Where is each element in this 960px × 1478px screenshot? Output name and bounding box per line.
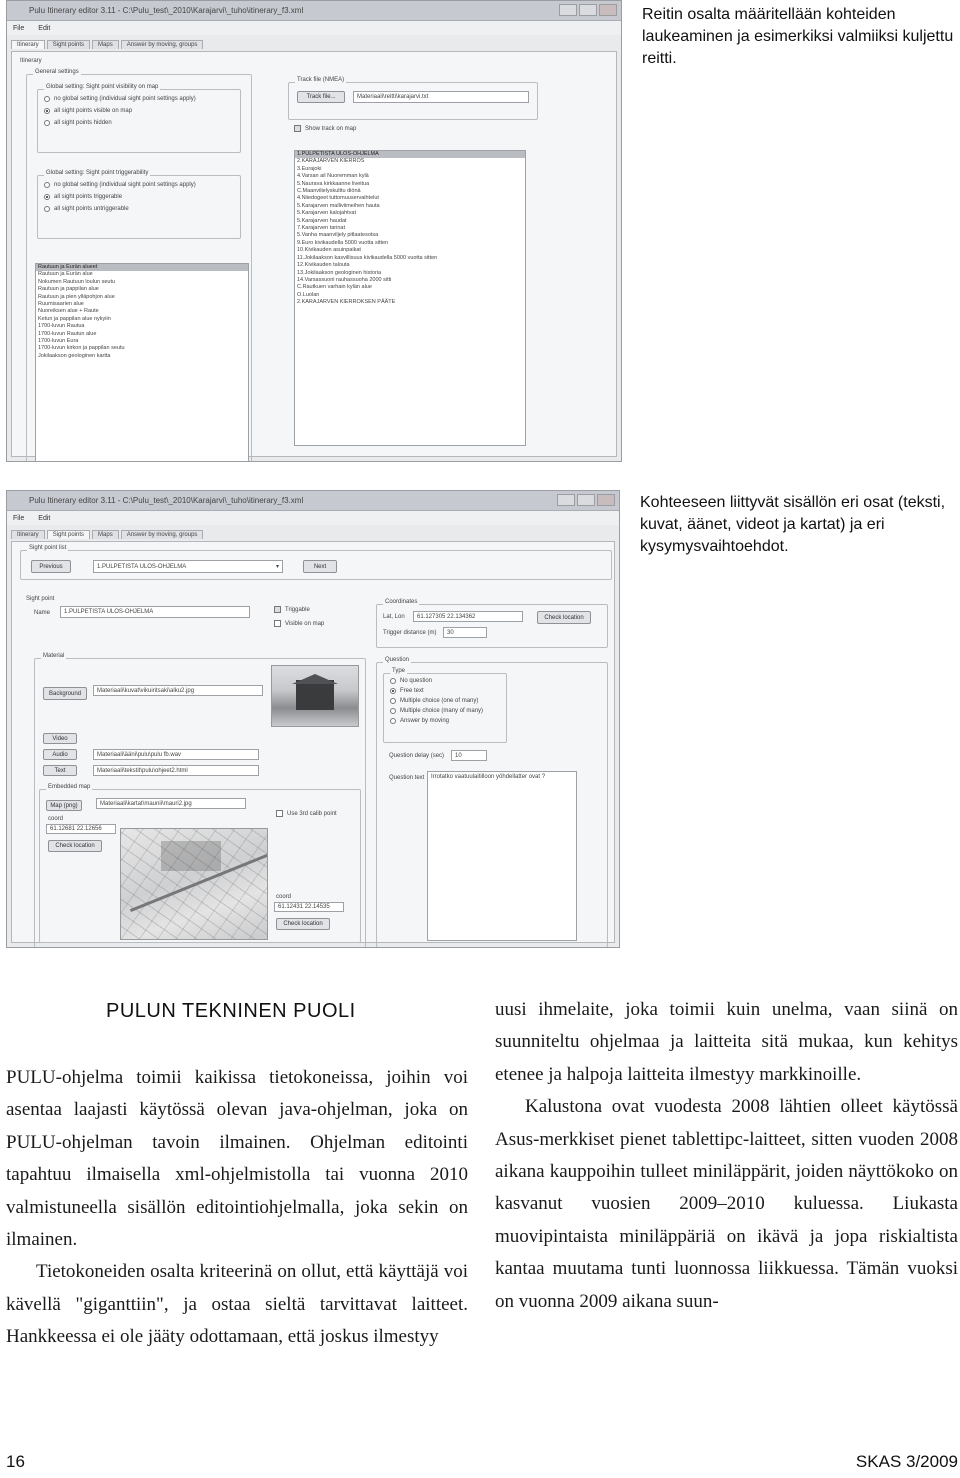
question-type-option[interactable]: Multiple choice (many of many) (390, 708, 506, 714)
list-item[interactable]: Nokumen Rautuun loulun seutu (38, 278, 116, 285)
sight-point-list-label: Sight point list (29, 545, 67, 551)
list-item[interactable]: 9.Euro kivikaudella 5000 vuotta sitten (297, 239, 389, 246)
tab-itinerary[interactable]: Itinerary (11, 40, 45, 49)
paragraph: Tietokoneiden osalta kriteerinä on ollut, että käyttäjä voi kävellä "giganttiin", ja ostaa sieltä tarvittavat laitteet. Hankkeessa ei ole jääty odottamaan, että joskus ilmestyy (6, 1261, 468, 1348)
list-item[interactable]: 2.KARAJARVEN KIERROS (297, 158, 365, 165)
paragraph: PULU-ohjelma toimii kaikissa tietokoneissa, joihin voi asentaa laajasti käytössä olevan java-ohjelman, joka on PULU-ohjelman tavoin ilmainen. Ohjelman editointi tapahtuu ilmaisella xml-ohjelmistolla tai vuonna 2010 valmistuneella sisällön editointiohjelmalla, joka sekin on ilmainen. (6, 1067, 468, 1251)
list-item[interactable]: Rautuun ja pappilan alue (38, 286, 99, 293)
visibility-option[interactable]: no global setting (individual sight point settings apply) (44, 96, 240, 102)
name-label: Name (34, 610, 51, 616)
list-item[interactable]: 5.Karajarven kalojahtvat (297, 210, 357, 217)
question-text-field[interactable]: Irrotatko vaatuulaitilloon yöhdellatter ovat ? (427, 771, 577, 941)
screenshot-sight-point-editor (6, 490, 620, 948)
trigger-distance-label: Trigger distance (m) (383, 630, 437, 636)
track-file-path[interactable]: Materiaali\reitti\karajarvi.txt (353, 91, 529, 103)
tab-strip (7, 35, 621, 49)
list-item[interactable]: 13.Jokilaakson geologinen historia (297, 269, 382, 276)
coord-label-2: coord (276, 894, 292, 900)
menu-bar (7, 511, 619, 525)
list-item[interactable]: 1700-luvun Eura (38, 338, 79, 345)
question-group (376, 657, 608, 948)
list-item[interactable]: 10.Kivikauden asuinpaikat (297, 247, 361, 254)
list-item[interactable]: 1700-luvun Rautua (38, 323, 85, 330)
list-item[interactable]: 7.Karajarven tarinat (297, 225, 345, 232)
list-item[interactable]: 1.PULPETISTA ULOS-OHJELMA (295, 151, 525, 158)
name-field[interactable]: 1.PULPETISTA ULOS-OHJELMA (60, 606, 250, 618)
sight-points-list[interactable] (294, 150, 526, 446)
section-heading: PULUN TEKNINEN PUOLI (106, 1000, 356, 1022)
list-item[interactable]: 14.Varsassuoni rauhassuoha 2000 sitti (297, 276, 392, 283)
tab-strip (7, 525, 619, 539)
caption-2: Kohteeseen liittyvät sisällön eri osat (teksti, kuvat, äänet, videot ja kartat) ja eri kysymysvaihtoehdot. (640, 494, 946, 555)
tab-sight-points[interactable]: Sight points (47, 530, 90, 539)
list-item[interactable]: Ruumisaarien alue (38, 301, 84, 308)
paragraph: uusi ihmelaite, joka toimii kuin unelma, vaan siinä on suunniteltu ohjelmaa ja laitteita sitä mukaa, kun kehitys etenee ja halpoja laitteita ilmestyy markkinoille. (495, 999, 958, 1085)
visible-on-map-checkbox[interactable]: Visible on map (274, 620, 324, 627)
visibility-option[interactable]: all sight points visible on map (44, 108, 240, 114)
trigger-option[interactable]: no global setting (individual sight point settings apply) (44, 182, 240, 188)
latlon-field[interactable]: 61.127305 22.134362 (413, 611, 523, 622)
tab-answer-by-moving[interactable]: Answer by moving, groups (121, 530, 204, 539)
sight-point-label: Sight point (26, 596, 55, 602)
question-delay-field[interactable]: 10 (451, 750, 487, 761)
menu-edit[interactable]: Edit (38, 24, 51, 32)
map-path-field[interactable]: Materiaali\kartat\maunii\mauri2.jpg (96, 798, 246, 809)
track-file-label: Track file (NMEA) (297, 77, 345, 83)
material-label: Material (43, 653, 65, 659)
track-file-button[interactable]: Track file... (297, 91, 345, 103)
list-item[interactable]: C.Maanvilielyskulttu diönä (297, 188, 361, 195)
menu-edit[interactable]: Edit (38, 514, 51, 522)
itinerary-label: Itinerary (20, 58, 42, 64)
menu-file[interactable]: File (13, 24, 25, 32)
maximize-button[interactable] (577, 494, 595, 506)
trigger-label: Global setting: Sight point triggerability (46, 170, 149, 176)
question-type-option[interactable]: Multiple choice (one of many) (390, 698, 506, 704)
question-type-option[interactable]: Answer by moving (390, 718, 506, 724)
list-item[interactable]: 5.Vanha maanviljely pitlaatesotsa (297, 232, 379, 239)
next-button[interactable]: Next (303, 560, 337, 573)
text-button[interactable]: Text (43, 765, 77, 776)
general-settings-group (26, 69, 252, 462)
list-item[interactable]: 5.Karajarven malliviimeihen hauta (297, 202, 380, 209)
coordinates-label: Coordinates (385, 599, 418, 605)
window-titlebar (7, 1, 621, 21)
question-delay-label: Question delay (sec) (389, 753, 445, 759)
map-button[interactable]: Map (png) (46, 800, 82, 811)
list-item[interactable]: Rautuun ja pien ylläpohjon alue (38, 293, 115, 300)
coord2-field[interactable]: 61.12431 22.14535 (274, 902, 344, 912)
minimize-button[interactable] (559, 4, 577, 16)
track-file-group (288, 77, 538, 120)
close-button[interactable] (599, 4, 617, 16)
menu-file[interactable]: File (13, 514, 25, 522)
window-controls (559, 4, 617, 16)
embedded-map-preview (120, 828, 268, 940)
sight-point-panel (11, 541, 615, 943)
list-item[interactable]: C.Rautkuen varhain kylän alue (297, 284, 372, 291)
general-settings-label: General settings (35, 69, 79, 75)
check-location-button-2[interactable]: Check location (276, 918, 330, 930)
close-button[interactable] (597, 494, 615, 506)
question-label: Question (385, 657, 410, 663)
coord1-field[interactable]: 61.12681 22.12656 (46, 824, 116, 834)
question-type-option[interactable]: No question (390, 678, 506, 684)
list-item[interactable]: 11.Jokilaakson kasvillisuus kivikaudella 5000 vuotta sitten (297, 254, 438, 261)
question-type-group (383, 668, 507, 743)
sight-point-list-group (20, 545, 612, 580)
maximize-button[interactable] (579, 4, 597, 16)
list-item[interactable]: 4.Niiedogeet tuttomuuservaihtelut (297, 195, 379, 202)
background-button[interactable]: Background (43, 687, 87, 700)
paragraph: Kalustona ovat vuodesta 2008 lähtien olleet käytössä Asus-merkkiset pienet tablettipc-laitteet, sitten vuoden 2008 aikana kauppoihin tulleet miniläppärit, joiden näyttökoko on kasvanut vuosien 2009–2010 kuluessa. Liukasta muovipintaista miniläppäriä on ikävä ja jopa riskialtista kantaa muutama tunti luonnossa liikkuessa. Tämän vuoksi on vuonna 2009 aikana suun- (495, 1096, 958, 1312)
window-title: Pulu Itinerary editor 3.11 - C:\Pulu_test\_2010\Karajarvi\_tuho\itinerary_f3.xml (29, 496, 304, 505)
background-path-field[interactable]: Materiaali\kuvat\vikuiritsaki\alku2.jpg (93, 685, 263, 696)
window-controls (557, 494, 615, 506)
list-item[interactable]: 5.Naurava kirkkaanne liveitua (297, 180, 370, 187)
visibility-group (37, 84, 241, 153)
embedded-map-group (39, 784, 361, 943)
tab-maps[interactable]: Maps (92, 40, 119, 49)
issue-label: SKAS 3/2009 (855, 1452, 958, 1471)
right-column (495, 994, 958, 1318)
list-item[interactable]: 5.Karajarven haudat (297, 217, 347, 224)
list-item[interactable]: 1700-luvun Rautun alue (38, 330, 97, 337)
question-type-option[interactable]: Free text (390, 688, 506, 694)
list-item[interactable]: O.Luolan (297, 291, 320, 298)
list-item[interactable]: Rautuun ja Eurän alueet (36, 264, 248, 271)
type-label: Type (392, 668, 406, 674)
use-3rd-calib-checkbox[interactable]: Use 3rd calib point (276, 810, 337, 817)
trigger-option[interactable]: all sight points triggerable (44, 194, 240, 200)
list-item[interactable]: 12.Kivikauden talouta (297, 262, 350, 269)
list-item[interactable]: Rautuun ja Eurän alue (38, 271, 93, 278)
screenshot-itinerary-editor (6, 0, 622, 462)
tab-sight-points[interactable]: Sight points (47, 40, 90, 49)
show-track-checkbox[interactable]: Show track on map (294, 125, 356, 132)
list-item[interactable]: 1700-luvun kirkon ja pappilan seutu (38, 345, 125, 352)
coordinates-group (376, 599, 608, 648)
embedded-map-label: Embedded map (48, 784, 91, 790)
list-item[interactable]: Jokilaakson geologinen kartta (38, 352, 111, 359)
tab-answer-by-moving[interactable]: Answer by moving, groups (121, 40, 204, 49)
triggable-checkbox[interactable]: Triggable (274, 606, 310, 613)
chevron-down-icon: ▾ (275, 564, 279, 570)
text-path-field[interactable]: Materiaali\tekstit\pulu\ohjeet2.html (93, 765, 259, 776)
previous-button[interactable]: Previous (31, 560, 71, 573)
background-image-preview (271, 665, 359, 727)
cabin-shape (296, 680, 334, 710)
material-group (34, 653, 366, 948)
list-item[interactable]: 4.Varsan ail Nuoremman kylä (297, 173, 369, 180)
window-titlebar (7, 491, 619, 511)
trigger-distance-field[interactable]: 30 (443, 627, 487, 638)
check-location-button[interactable]: Check location (48, 840, 102, 852)
itinerary-panel (11, 51, 617, 457)
list-item[interactable]: Ketun ja pappilan alue nykyiin (38, 315, 111, 322)
left-column (6, 1062, 468, 1354)
minimize-button[interactable] (557, 494, 575, 506)
area-list[interactable] (35, 263, 249, 462)
trigger-group (37, 170, 241, 239)
window-title: Pulu Itinerary editor 3.11 - C:\Pulu_test\_2010\Karajarvi\_tuho\itinerary_f3.xml (29, 6, 304, 15)
map-area (161, 841, 221, 871)
list-item[interactable]: 3.Eurajoki (297, 165, 322, 172)
audio-path-field[interactable]: Materiaali\ääni\pulu\pulu fb.wav (93, 749, 259, 760)
check-location-button[interactable]: Check location (537, 611, 591, 624)
trigger-option[interactable]: all sight points untriggerable (44, 206, 240, 212)
caption-1: Reitin osalta määritellään kohteiden laukeaminen ja esimerkiksi valmiiksi kuljettu reitti. (642, 6, 954, 67)
video-button[interactable]: Video (43, 733, 77, 744)
list-item[interactable]: Nuoreiksen alue + Raute (38, 308, 99, 315)
coord-label: coord (48, 816, 64, 822)
sight-point-select[interactable]: 1.PULPETISTA ULOS-OHJELMA ▾ (93, 560, 283, 573)
page-number: 16 (6, 1452, 25, 1471)
roof-shape (292, 674, 338, 684)
tab-itinerary[interactable]: Itinerary (11, 530, 45, 539)
list-item[interactable]: 2.KARAJARVEN KIERROKSEN PÄÄTE (297, 299, 396, 306)
question-text-label: Question text (389, 775, 425, 781)
visibility-option[interactable]: all sight points hidden (44, 120, 240, 126)
latlon-label: Lat, Lon (383, 614, 405, 620)
visibility-label: Global setting: Sight point visibility on map (46, 84, 159, 90)
tab-maps[interactable]: Maps (92, 530, 119, 539)
menu-bar (7, 21, 621, 35)
audio-button[interactable]: Audio (43, 749, 77, 760)
